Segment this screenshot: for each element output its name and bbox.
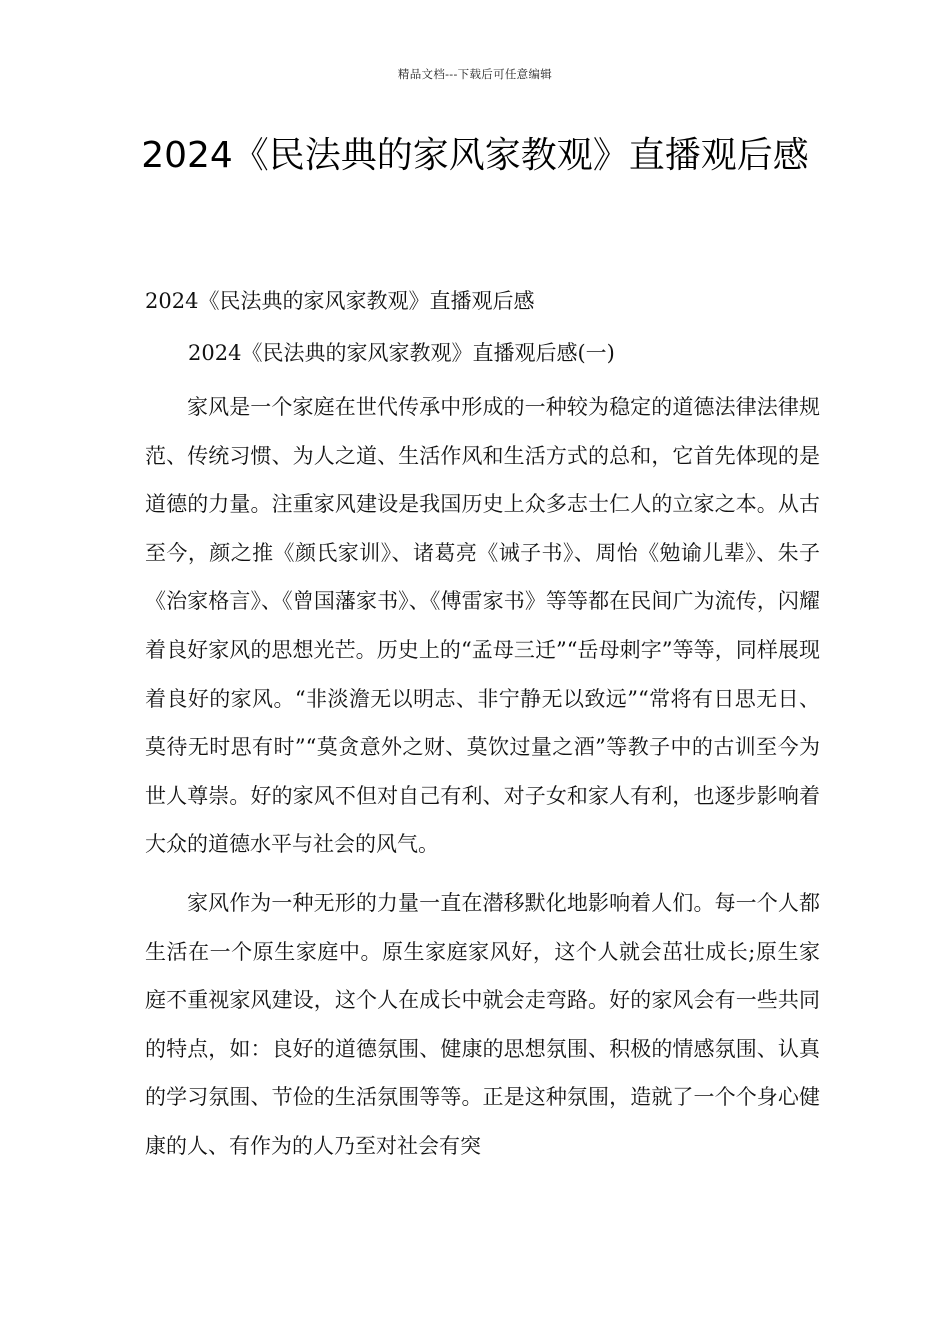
document-body [145, 283, 820, 1171]
section-subheading: 2024《民法典的家风家教观》直播观后感(一) [188, 341, 615, 365]
paragraph-2: 家风作为一种无形的力量一直在潜移默化地影响着人们。每一个人都生活在一个原生家庭中。原生家庭家风好，这个人就会茁壮成长;原生家庭不重视家风建设，这个人在成长中就会走弯路。好的家风会有一些共同的特点，如：良好的道德氛围、健康的思想氛围、积极的情感氛围、认真的学习氛围、节俭的生活氛围等等。正是这种氛围，造就了一个个身心健康的人、有作为的人乃至对社会有突 [145, 890, 820, 1158]
document-title: 2024《民法典的家风家教观》直播观后感 [141, 135, 809, 176]
section-heading: 2024《民法典的家风家教观》直播观后感 [145, 289, 535, 313]
paragraph-1: 家风是一个家庭在世代传承中形成的一种较为稳定的道德法律法律规范、传统习惯、为人之道、生活作风和生活方式的总和，它首先体现的是道德的力量。注重家风建设是我国历史上众多志士仁人的立家之本。从古至今，颜之推《颜氏家训》、诸葛亮《诫子书》、周怡《勉谕儿辈》、朱子《治家格言》、《曾国藩家书》、《傅雷家书》等等都在民间广为流传，闪耀着良好家风的思想光芒。历史上的“孟母三迁”“岳母刺字”等等，同样展现着良好的家风。“非淡澹无以明志、非宁静无以致远”“常将有日思无日、莫待无时思有时”“莫贪意外之财、莫饮过量之酒”等教子中的古训至今为世人尊崇。好的家风不但对自己有利、对子女和家人有利，也逐步影响着大众的道德水平与社会的风气。 [145, 395, 820, 857]
page-header-note: 精品文档---下载后可任意编辑 [397, 67, 553, 81]
